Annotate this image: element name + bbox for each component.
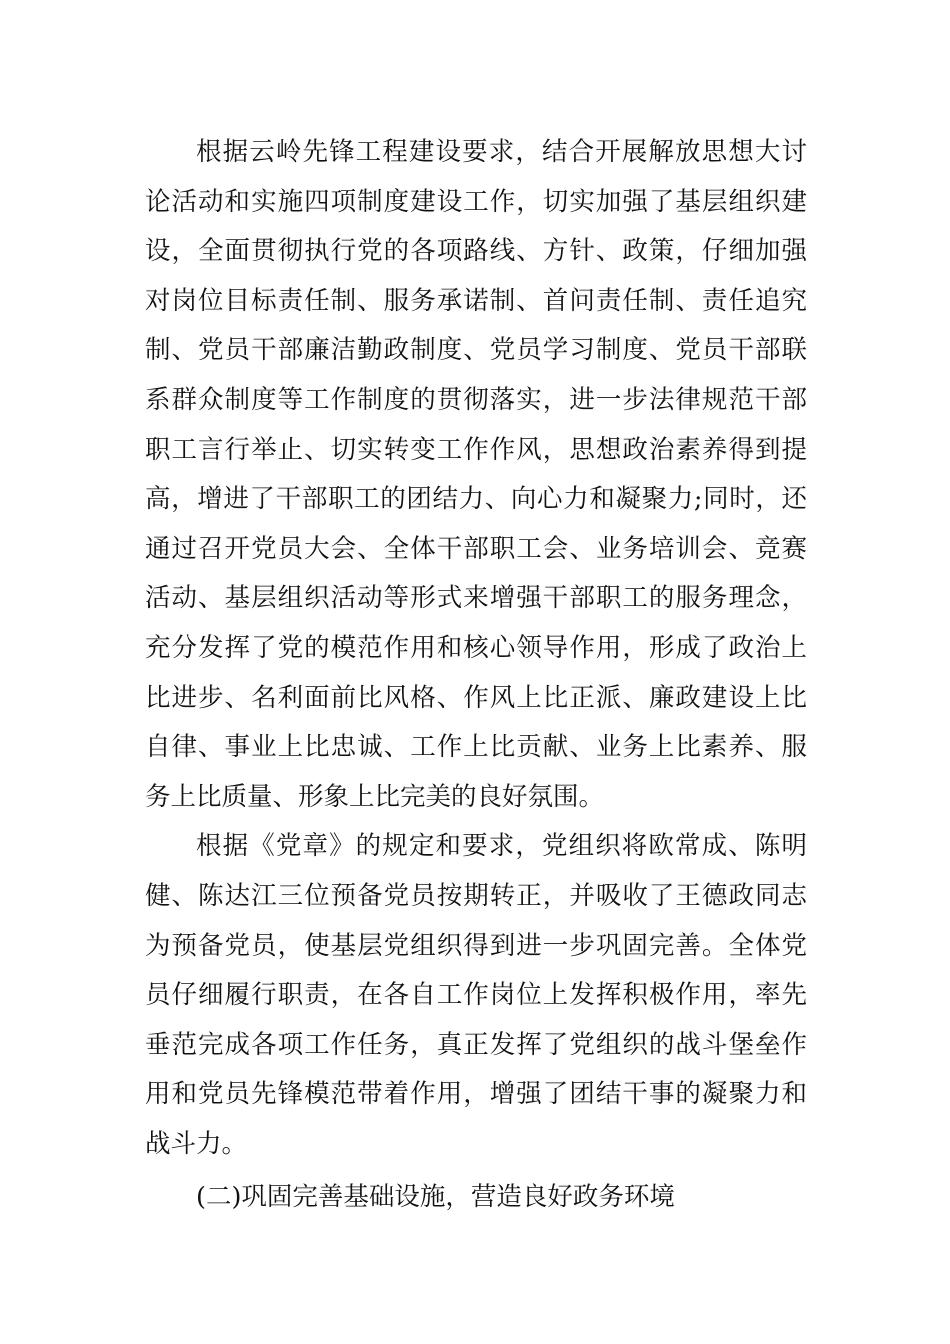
section-heading: (二)巩固完善基础设施，营造良好政务环境 <box>196 1182 675 1213</box>
paragraph-party-members: 根据《党章》的规定和要求，党组织将欧常成、陈明健、陈达江三位预备党员按期转正，并吸收了王德政同志为预备党员，使基层党组织得到进一步巩固完善。全体党员仔细履行职责，在各自工作岗位上发挥积极作用，率先垂范完成各项工作任务，真正发挥了党组织的战斗堡垒作用和党员先锋模范带着作用，增强了团结干事的凝聚力和战斗力。 <box>145 831 807 1159</box>
document-body <box>145 128 807 1223</box>
paragraph-party-building: 根据云岭先锋工程建设要求，结合开展解放思想大讨论活动和实施四项制度建设工作，切实加强了基层组织建设，全面贯彻执行党的各项路线、方针、政策，仔细加强对岗位目标责任制、服务承诺制、首问责任制、责任追究制、党员干部廉洁勤政制度、党员学习制度、党员干部联系群众制度等工作制度的贯彻落实，进一步法律规范干部职工言行举止、切实转变工作作风，思想政治素养得到提高，增进了干部职工的团结力、向心力和凝聚力;同时，还通过召开党员大会、全体干部职工会、业务培训会、竞赛活动、基层组织活动等形式来增强干部职工的服务理念，充分发挥了党的模范作用和核心领导作用，形成了政治上比进步、名利面前比风格、作风上比正派、廉政建设上比自律、事业上比忠诚、工作上比贡献、业务上比素养、服务上比质量、形象上比完美的良好氛围。 <box>145 137 807 812</box>
